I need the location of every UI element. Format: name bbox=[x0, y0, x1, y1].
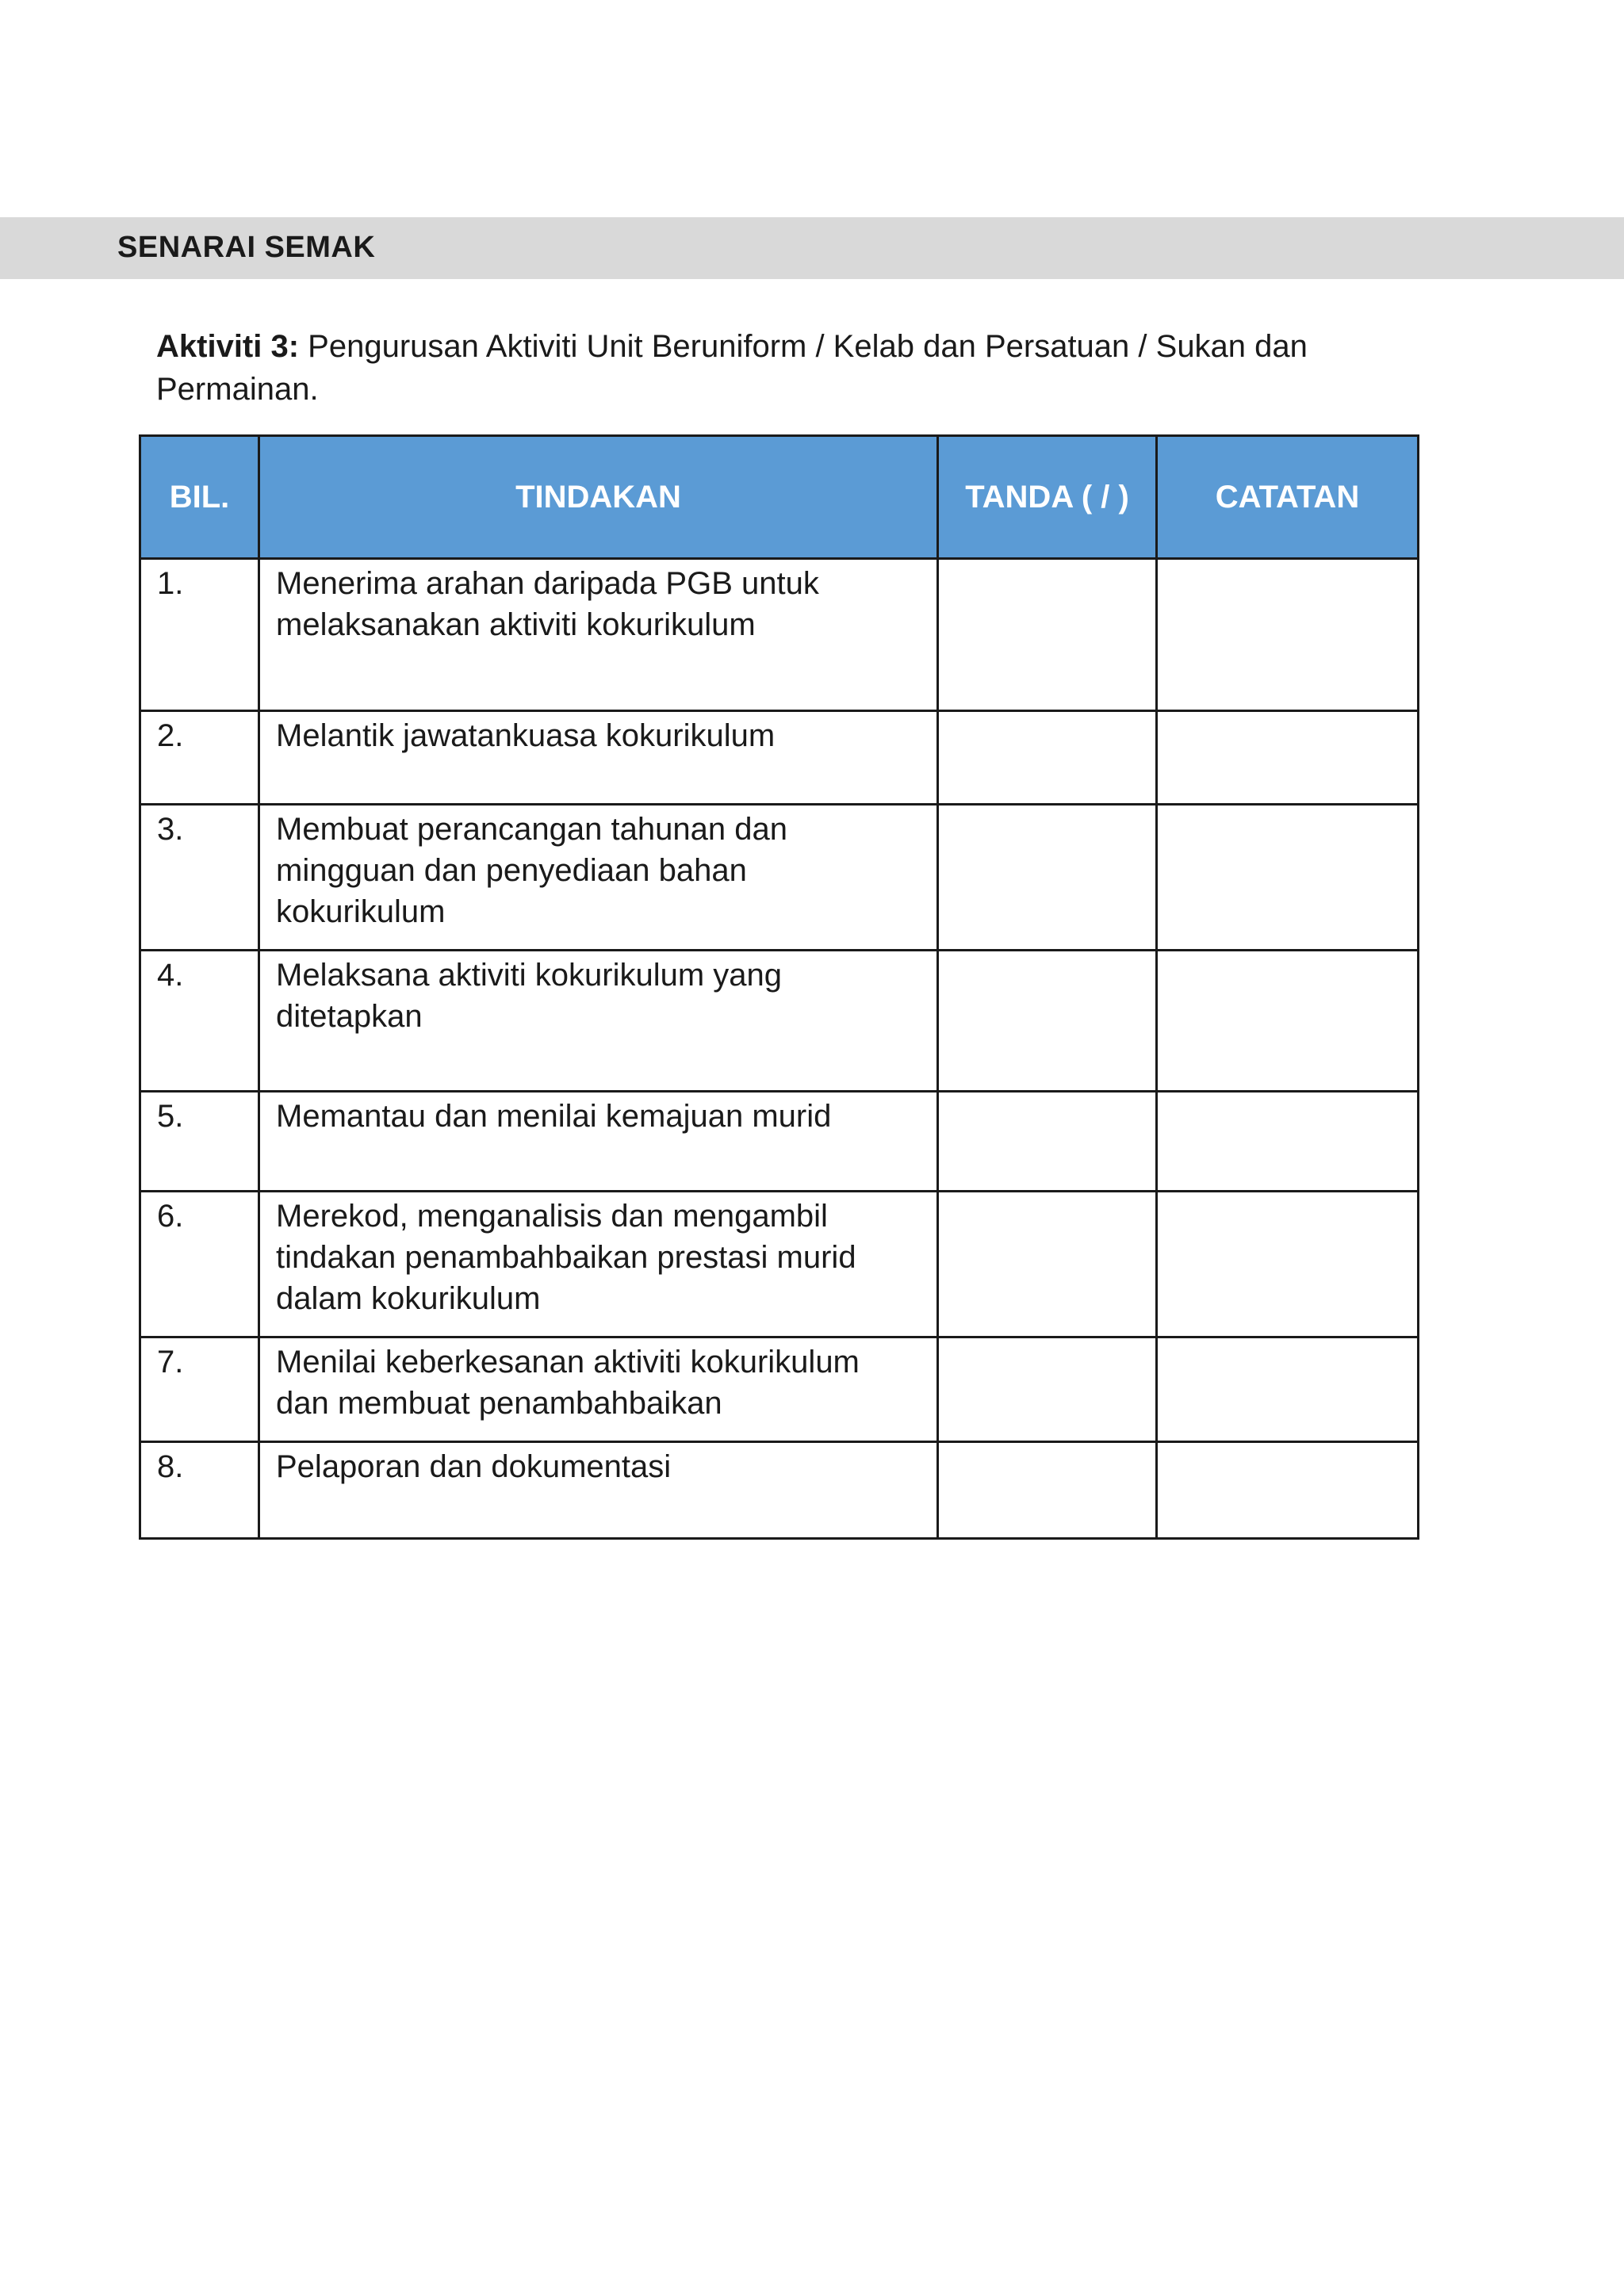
row-mark-cell[interactable] bbox=[938, 1337, 1157, 1442]
row-notes-cell[interactable] bbox=[1157, 1092, 1419, 1192]
header-tindakan: TINDAKAN bbox=[259, 436, 938, 559]
row-notes-cell[interactable] bbox=[1157, 805, 1419, 951]
table-row bbox=[140, 711, 1419, 805]
row-action: Memantau dan menilai kemajuan murid bbox=[259, 1092, 938, 1192]
row-action: Membuat perancangan tahunan dan mingguan dan penyediaan bahan kokurikulum bbox=[259, 805, 938, 951]
table-row bbox=[140, 951, 1419, 1092]
row-number: 7. bbox=[140, 1337, 259, 1442]
row-mark-cell[interactable] bbox=[938, 1092, 1157, 1192]
row-notes-cell[interactable] bbox=[1157, 1192, 1419, 1337]
activity-intro bbox=[156, 325, 1393, 411]
table-row bbox=[140, 1092, 1419, 1192]
row-number: 6. bbox=[140, 1192, 259, 1337]
row-number: 3. bbox=[140, 805, 259, 951]
row-action: Melaksana aktiviti kokurikulum yang ditetapkan bbox=[259, 951, 938, 1092]
row-number: 8. bbox=[140, 1442, 259, 1539]
table-header-row bbox=[140, 436, 1419, 559]
row-notes-cell[interactable] bbox=[1157, 559, 1419, 711]
section-title: SENARAI SEMAK bbox=[117, 231, 376, 264]
activity-description: Pengurusan Aktiviti Unit Beruniform / Kelab dan Persatuan / Sukan dan Permainan. bbox=[156, 329, 1308, 407]
table-row bbox=[140, 1442, 1419, 1539]
header-catatan: CATATAN bbox=[1157, 436, 1419, 559]
row-notes-cell[interactable] bbox=[1157, 711, 1419, 805]
row-mark-cell[interactable] bbox=[938, 711, 1157, 805]
row-mark-cell[interactable] bbox=[938, 951, 1157, 1092]
table-row bbox=[140, 805, 1419, 951]
header-bil: BIL. bbox=[140, 436, 259, 559]
table-row bbox=[140, 559, 1419, 711]
checklist-table bbox=[139, 434, 1419, 1540]
row-action: Merekod, menganalisis dan mengambil tindakan penambahbaikan prestasi murid dalam kokurikulum bbox=[259, 1192, 938, 1337]
row-mark-cell[interactable] bbox=[938, 1192, 1157, 1337]
row-action: Melantik jawatankuasa kokurikulum bbox=[259, 711, 938, 805]
activity-label: Aktiviti 3: bbox=[156, 329, 300, 364]
row-notes-cell[interactable] bbox=[1157, 1442, 1419, 1539]
row-action: Menilai keberkesanan aktiviti kokurikulum dan membuat penambahbaikan bbox=[259, 1337, 938, 1442]
table-row bbox=[140, 1337, 1419, 1442]
table-row bbox=[140, 1192, 1419, 1337]
row-number: 2. bbox=[140, 711, 259, 805]
row-number: 1. bbox=[140, 559, 259, 711]
row-mark-cell[interactable] bbox=[938, 559, 1157, 711]
row-action: Pelaporan dan dokumentasi bbox=[259, 1442, 938, 1539]
row-number: 5. bbox=[140, 1092, 259, 1192]
row-notes-cell[interactable] bbox=[1157, 1337, 1419, 1442]
row-action: Menerima arahan daripada PGB untuk melaksanakan aktiviti kokurikulum bbox=[259, 559, 938, 711]
row-mark-cell[interactable] bbox=[938, 805, 1157, 951]
row-number: 4. bbox=[140, 951, 259, 1092]
row-mark-cell[interactable] bbox=[938, 1442, 1157, 1539]
row-notes-cell[interactable] bbox=[1157, 951, 1419, 1092]
header-tanda: TANDA ( / ) bbox=[938, 436, 1157, 559]
